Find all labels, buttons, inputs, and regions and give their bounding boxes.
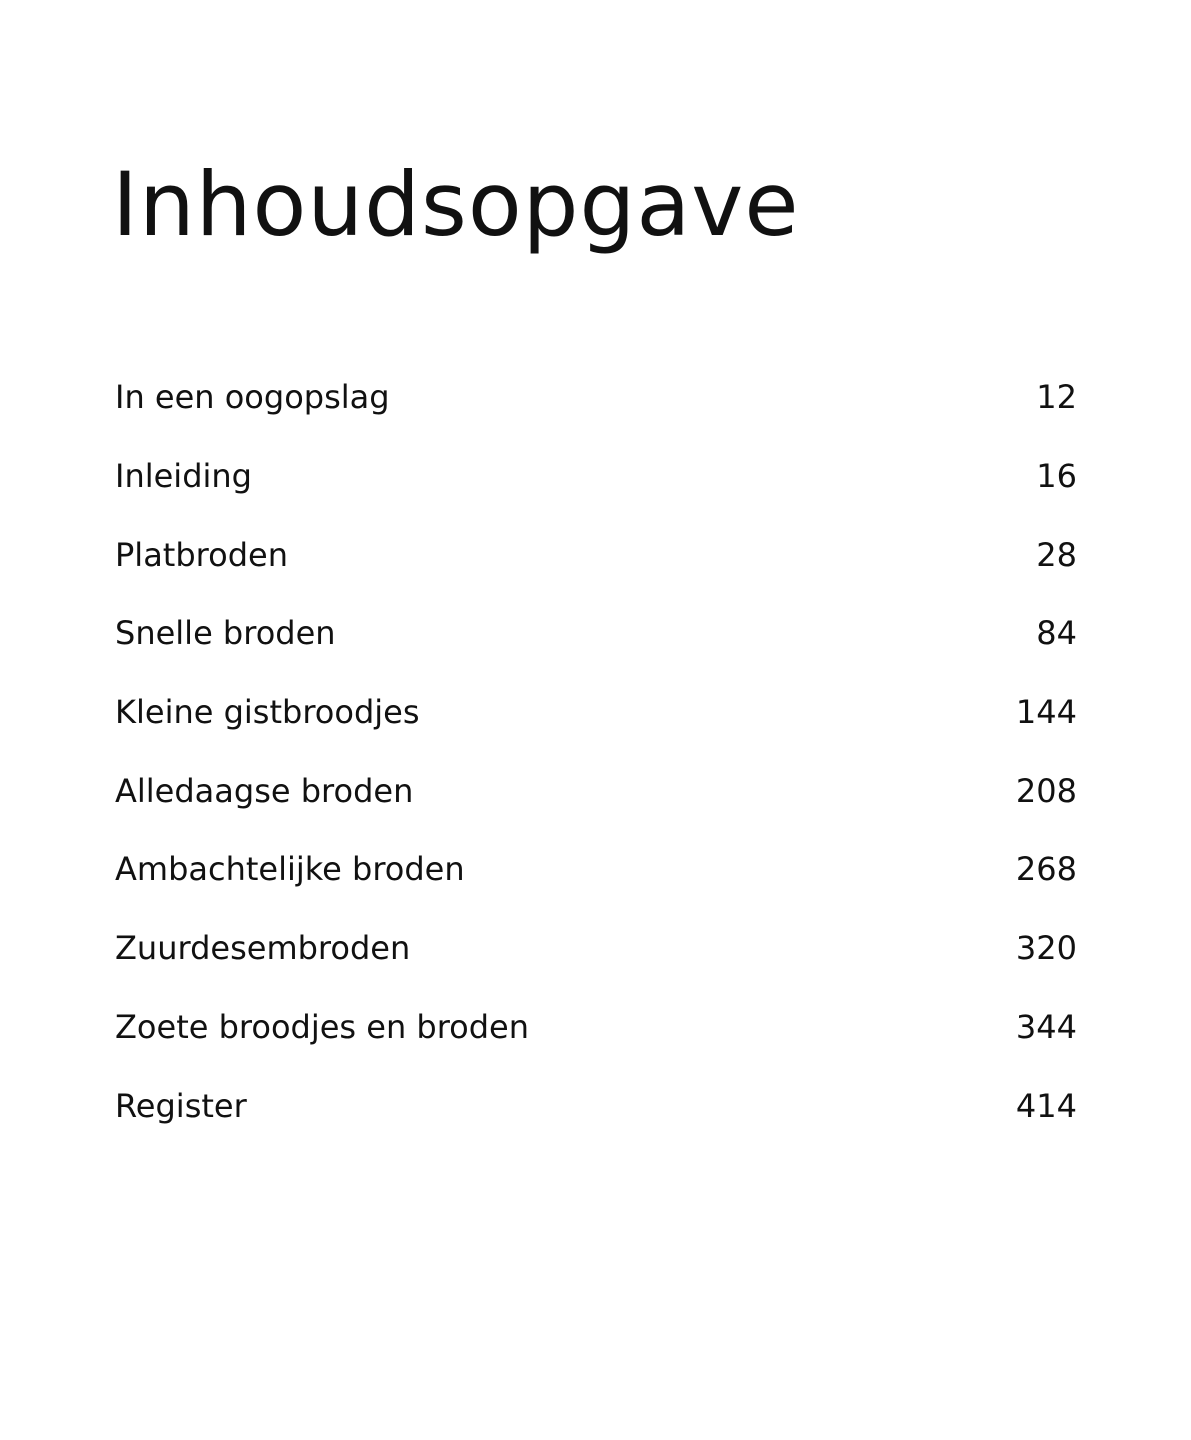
table-of-contents xyxy=(115,358,1077,1145)
toc-entry-label: Ambachtelijke broden xyxy=(115,850,465,889)
toc-entry xyxy=(115,437,1077,516)
toc-entry-page-number: 28 xyxy=(1036,535,1077,574)
toc-entry xyxy=(115,515,1077,594)
toc-entry-label: Register xyxy=(115,1086,247,1125)
toc-entry-page-number: 84 xyxy=(1036,614,1077,653)
toc-entry-label: Zuurdesembroden xyxy=(115,929,411,968)
toc-entry-label: Platbroden xyxy=(115,535,288,574)
toc-entry-page-number: 414 xyxy=(1015,1086,1077,1125)
toc-entry-page-number: 320 xyxy=(1015,929,1077,968)
toc-entry-page-number: 144 xyxy=(1015,693,1077,732)
toc-entry-label: Snelle broden xyxy=(115,614,336,653)
toc-entry xyxy=(115,594,1077,673)
toc-entry-label: Zoete broodjes en broden xyxy=(115,1007,530,1046)
toc-entry-page-number: 16 xyxy=(1036,457,1077,496)
toc-entry xyxy=(115,358,1077,437)
toc-entry-page-number: 208 xyxy=(1015,771,1077,810)
toc-entry-page-number: 344 xyxy=(1015,1007,1077,1046)
toc-entry-page-number: 12 xyxy=(1036,378,1077,417)
toc-entry xyxy=(115,673,1077,752)
toc-entry xyxy=(115,909,1077,988)
page-title: Inhoudsopgave xyxy=(112,153,800,256)
toc-entry xyxy=(115,830,1077,909)
toc-entry xyxy=(115,1066,1077,1145)
toc-entry-label: In een oogopslag xyxy=(115,378,390,417)
toc-entry xyxy=(115,751,1077,830)
toc-entry-page-number: 268 xyxy=(1015,850,1077,889)
toc-entry-label: Inleiding xyxy=(115,457,252,496)
toc-entry-label: Alledaagse broden xyxy=(115,771,414,810)
toc-entry-label: Kleine gistbroodjes xyxy=(115,693,420,732)
toc-entry xyxy=(115,988,1077,1067)
